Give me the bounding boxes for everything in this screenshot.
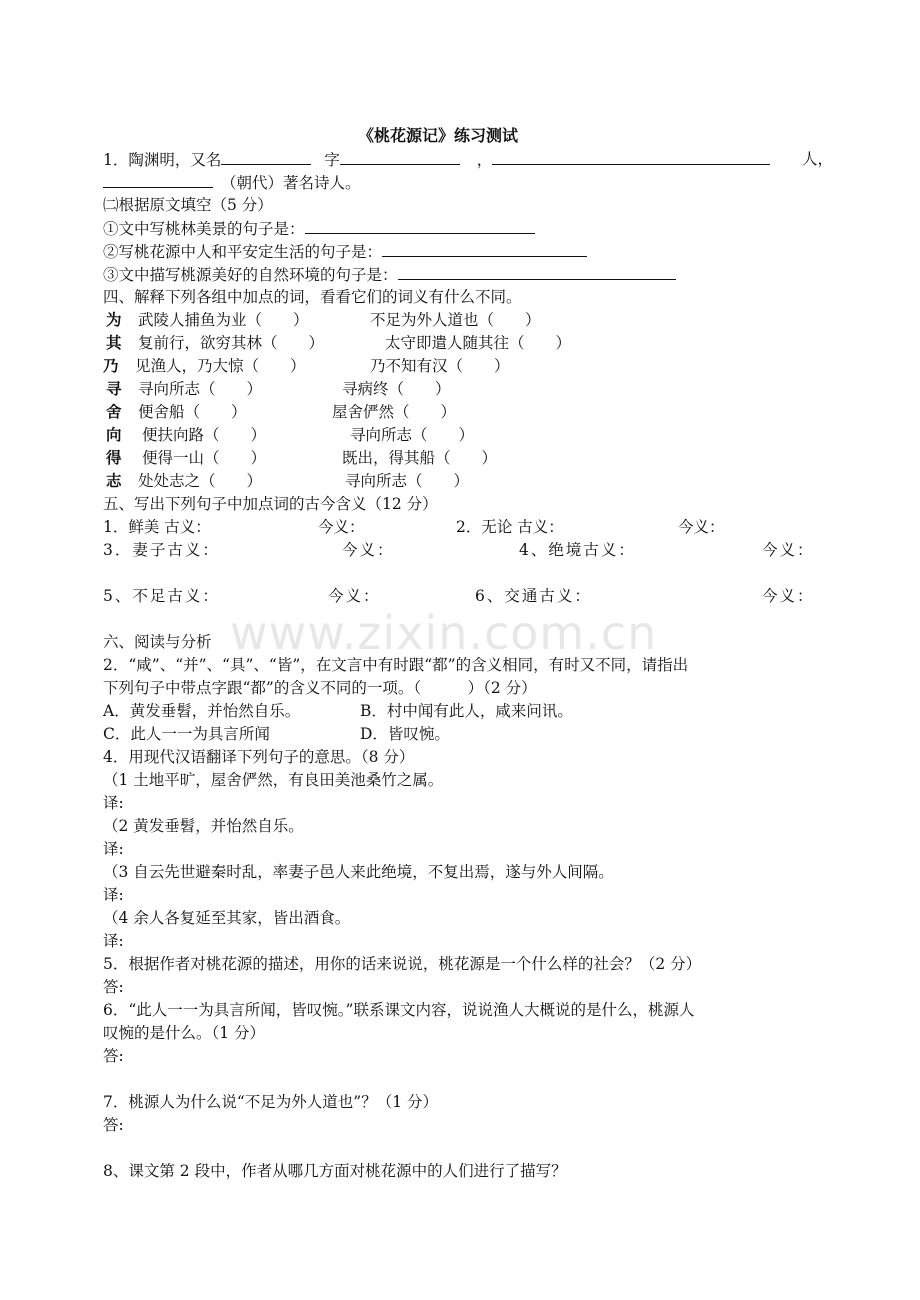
term-2-modern: 今义： — [678, 518, 725, 536]
question-7: 7．桃源人为什么说“不足为外人道也”？（1 分） — [103, 1093, 438, 1111]
fill-item-2-text: ②写桃花源中人和平安定生活的句子是： — [103, 243, 383, 261]
term-5-modern: 今义： — [328, 587, 381, 605]
term-4-ancient: 4、绝境古义： — [519, 541, 636, 559]
blank-alias[interactable] — [221, 148, 311, 165]
translate-label-4: 译: — [103, 932, 124, 950]
question-5: 5．根据作者对桃花源的描述，用你的话来说说，桃花源是一个什么样的社会？（2 分） — [103, 955, 702, 973]
word-example-b: 乃不知有汉（ ） — [370, 357, 510, 375]
blank-courtesy-name[interactable] — [340, 148, 460, 165]
term-6-modern: 今义： — [762, 587, 815, 605]
word-example-b: 既出，得其船（ ） — [342, 449, 498, 467]
answer-label-7: 答: — [103, 1116, 124, 1134]
question-2-line-2: 下列句子中带点字跟“都”的含义不同的一项。（ ）（2 分） — [103, 679, 537, 697]
translate-sentence-2: （2 黄发垂髫，并怡然自乐。 — [103, 817, 304, 835]
word-char: 舍 — [106, 402, 122, 421]
fill-item-1 — [103, 217, 535, 240]
term-6-ancient: 6、交通古义： — [475, 587, 592, 605]
word-example-b: 屋舍俨然（ ） — [332, 403, 457, 421]
answer-label-5: 答: — [103, 978, 124, 996]
section-4-heading: 四、解释下列各组中加点的词，看看它们的词义有什么不同。 — [103, 288, 522, 306]
question-6-line-2: 叹惋的是什么。（1 分） — [103, 1024, 266, 1042]
word-example-a: 便舍船（ ） — [138, 403, 247, 421]
word-example-b: 不足为外人道也（ ） — [370, 311, 541, 329]
q1-prefix: 1．陶渊明，又名 — [103, 151, 222, 169]
blank-dynasty[interactable] — [103, 171, 213, 188]
watermark: www.zixin.com.cn — [230, 606, 658, 660]
translate-label-3: 译: — [103, 886, 124, 904]
blank-fill-1[interactable] — [305, 217, 535, 234]
word-char: 为 — [106, 310, 122, 329]
translate-label-1: 译: — [103, 794, 124, 812]
blank-fill-2[interactable] — [382, 240, 587, 257]
word-char: 志 — [106, 471, 122, 490]
term-1-modern: 今义： — [318, 518, 365, 536]
word-example-a: 便扶向路（ ） — [142, 426, 267, 444]
term-1-ancient: 1．鲜美 古义： — [103, 518, 211, 536]
section-2-heading: ㈡根据原文填空（5 分） — [103, 196, 273, 214]
section-6-heading: 六、阅读与分析 — [103, 633, 212, 651]
word-example-a: 处处志之（ ） — [138, 472, 263, 490]
word-char: 寻 — [106, 379, 122, 398]
option-a: A．黄发垂髫，并怡然自乐。 — [103, 702, 301, 720]
answer-label-6: 答: — [103, 1047, 124, 1065]
question-4: 4．用现代汉语翻译下列句子的意思。（8 分） — [103, 748, 415, 766]
word-example-b: 寻病终（ ） — [342, 380, 451, 398]
q1-comma: ， — [476, 151, 493, 169]
q1-ren: 人， — [802, 150, 834, 168]
section-5-heading: 五、写出下列句子中加点词的古今含义（12 分） — [103, 495, 438, 513]
word-char: 向 — [106, 425, 122, 444]
question-1-line-2 — [103, 171, 361, 194]
word-char: 其 — [106, 333, 122, 352]
word-example-a: 武陵人捕鱼为业（ ） — [138, 311, 309, 329]
word-example-a: 便得一山（ ） — [142, 449, 267, 467]
blank-hometown[interactable] — [492, 148, 770, 165]
option-b: B．村中闻有此人，咸来问讯。 — [360, 702, 573, 720]
word-example-a: 寻向所志（ ） — [138, 380, 263, 398]
word-char: 得 — [106, 448, 122, 467]
blank-fill-3[interactable] — [398, 263, 676, 280]
word-example-b: 寻向所志（ ） — [345, 472, 470, 490]
term-4-modern: 今义： — [762, 541, 815, 559]
word-example-b: 太守即遣人随其往（ ） — [385, 334, 572, 352]
word-char: 乃 — [103, 356, 119, 375]
question-1-line-1 — [103, 148, 770, 171]
term-5-ancient: 5、不足古义： — [103, 587, 220, 605]
q1-zi: 字 — [324, 151, 340, 169]
term-3-modern: 今义： — [342, 541, 395, 559]
fill-item-3 — [103, 263, 676, 286]
fill-item-3-text: ③文中描写桃源美好的自然环境的句子是： — [103, 266, 398, 284]
page-title: 《桃花源记》练习测试 — [358, 126, 519, 145]
option-d: D．皆叹惋。 — [360, 725, 450, 743]
question-6-line-1: 6．“此人一一为具言所闻，皆叹惋。”联系课文内容，说说渔人大概说的是什么，桃源人 — [103, 1001, 695, 1019]
fill-item-1-text: ①文中写桃林美景的句子是： — [103, 220, 305, 238]
q1-dynasty-text: （朝代）著名诗人。 — [221, 174, 361, 192]
word-example-a: 复前行，欲穷其林（ ） — [138, 334, 325, 352]
word-example-b: 寻向所志（ ） — [350, 426, 475, 444]
fill-item-2 — [103, 240, 587, 263]
word-example-a: 见渔人，乃大惊（ ） — [135, 357, 306, 375]
translate-label-2: 译: — [103, 840, 124, 858]
term-3-ancient: 3．妻子古义： — [103, 541, 220, 559]
translate-sentence-1: （1 土地平旷，屋舍俨然，有良田美池桑竹之属。 — [103, 771, 444, 789]
question-2-line-1: 2．“咸”、“并”、“具”、“皆”，在文言中有时跟“都”的含义相同，有时又不同，请指出 — [103, 656, 689, 674]
term-2-ancient: 2．无论 古义： — [456, 518, 564, 536]
translate-sentence-3: （3 自云先世避秦时乱，率妻子邑人来此绝境，不复出焉，遂与外人间隔。 — [103, 863, 614, 881]
option-c: C．此人一一为具言所闻 — [103, 725, 270, 743]
question-8: 8、课文第 2 段中，作者从哪几方面对桃花源中的人们进行了描写？ — [103, 1162, 567, 1180]
translate-sentence-4: （4 余人各复延至其家，皆出酒食。 — [103, 909, 351, 927]
